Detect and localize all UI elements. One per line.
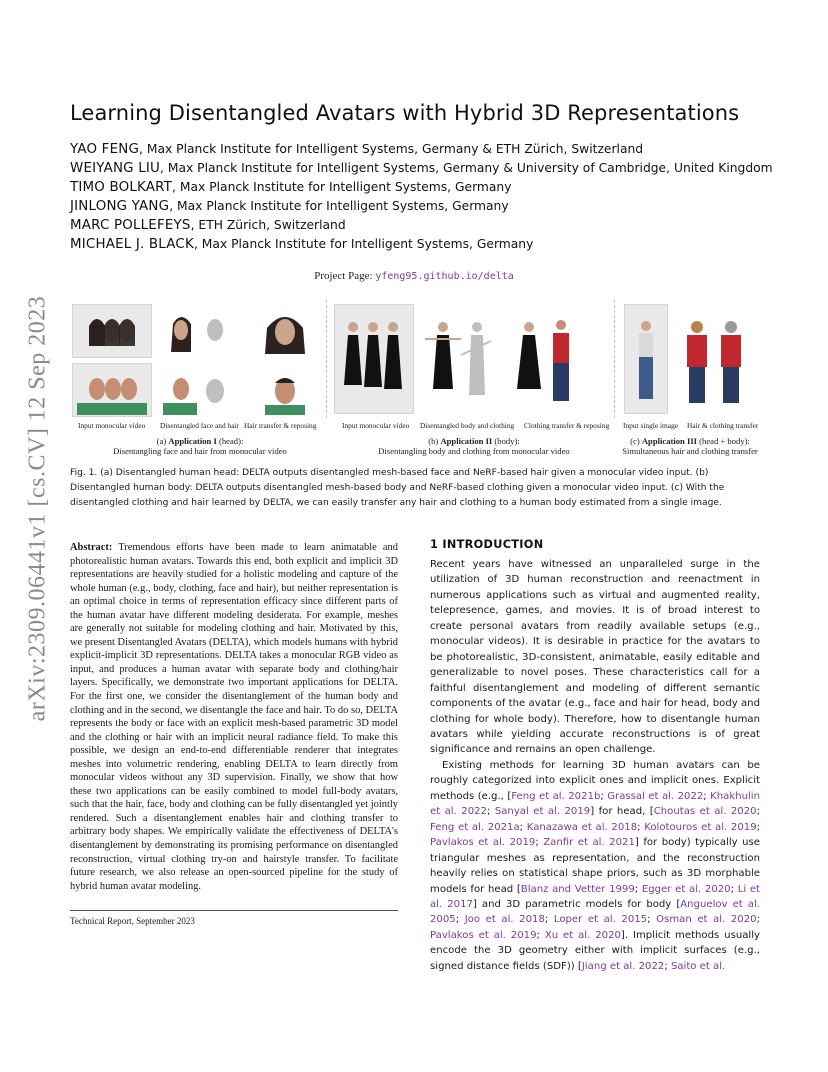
author-list — [70, 140, 790, 254]
citation-link[interactable]: Loper et al. 2015 — [553, 914, 648, 926]
introduction-body — [430, 557, 760, 974]
figure-image — [420, 304, 500, 414]
figure-b-row — [334, 304, 586, 414]
author-affiliation: , Max Planck Institute for Intelligent Systems, Germany & University of Cambridge, United Kingdom — [160, 161, 773, 175]
figure-image — [334, 304, 414, 414]
author-affiliation: , Max Planck Institute for Intelligent Systems, Germany — [169, 199, 509, 213]
figure-image — [158, 363, 238, 417]
subcaption-c — [620, 436, 760, 456]
subcaption-b-line1: (b) Application II (body): — [428, 436, 520, 446]
author-name: YAO FENG — [70, 142, 140, 157]
author-line — [70, 178, 790, 197]
figure-image — [506, 304, 586, 414]
figure-image — [244, 304, 324, 358]
citation-link[interactable]: Osman et al. 2020 — [656, 914, 757, 926]
citation-link[interactable]: Joo et al. 2018 — [464, 914, 545, 926]
subcaption-c-line1: (c) Application III (head + body): — [630, 436, 750, 446]
citation-link[interactable]: Anguelov et al. 2005 — [430, 898, 760, 926]
project-page-label: Project Page: — [314, 270, 376, 282]
section-heading-introduction: 1 INTRODUCTION — [430, 538, 544, 551]
figure-label: Clothing transfer & reposing — [524, 421, 610, 430]
arxiv-id: arXiv:2309.06441v1 [cs.CV] 12 Sep 2023 — [24, 295, 51, 721]
subcaption-a — [90, 436, 310, 456]
figure-image — [674, 304, 754, 414]
citation-link[interactable]: Sanyal et al. 2019 — [494, 806, 591, 818]
teaser-figure — [70, 300, 760, 460]
author-line — [70, 140, 790, 159]
citation-link[interactable]: Choutas et al. 2020 — [653, 806, 757, 818]
subcaption-b-line2: Disentangling body and clothing from monocular video — [378, 446, 570, 456]
author-name: MARC POLLEFEYS — [70, 218, 191, 233]
citation-link[interactable]: Pavlakos et al. 2019 — [430, 929, 537, 941]
citation-link[interactable]: Kolotouros et al. 2019 — [644, 821, 757, 833]
citation-link[interactable]: Khakhulin et al. 2022 — [430, 790, 761, 818]
figure-label: Disentangled face and hair — [160, 421, 240, 430]
citation-link[interactable]: Feng et al. 2021b — [511, 790, 601, 802]
citation-link[interactable]: Li et al. 2017 — [430, 883, 760, 910]
author-line — [70, 159, 790, 178]
figure-label: Input monocular video — [78, 421, 146, 430]
left-column — [70, 541, 398, 893]
paper-title: Learning Disentangled Avatars with Hybrid 3D Representations — [70, 101, 740, 125]
abstract-text: Tremendous efforts have been made to learn animatable and photorealistic human avatars. Towards this end, both explicit and implicit 3D representations are heavily studied for a holistic modeling and capture of the whole human (e.g., body, clothing, face and hair), but neither representation is an optimal choice in terms of representation efficacy since different parts of the human avatar have different modeling desiderata. For example, meshes are generally not suitable for modeling clothing and hair. Motivated by this, we present Disentangled Avatars (DELTA), which models humans with hybrid explicit-implicit 3D representations. DELTA takes a monocular RGB video as input, and produces a human avatar with separate body and clothing/hair layers. Specifically, we demonstrate two important applications for DELTA. For the first one, we consider the disentanglement of the human body and clothing and in the second, we disentangle the face and hair. To do so, DELTA represents the body or face with an explicit mesh-based parametric 3D model and the clothing or hair with an implicit neural radiance field. To make this possible, we design an end-to-end differentiable renderer that integrates meshes into volumetric rendering, enabling DELTA to learn directly from monocular videos without any 3D supervision. Finally, we show that how these two applications can be easily combined to model full-body avatars, such that the hair, face, body and clothing can be fully disentangled yet jointly rendered. Such a disentanglement enables hair and clothing transfer to arbitrary body shapes. We empirically validate the effectiveness of DELTA's disentanglement by demonstrating its promising performance on disentangled reconstruction, virtual clothing try-on and hairstyle transfer. To facilitate future research, we also release an open-sourced pipeline for the study of hybrid human avatar modeling. — [70, 542, 398, 892]
figure-label: Input monocular video — [342, 421, 410, 430]
figure-label: Hair transfer & reposing — [244, 421, 317, 430]
figure-label: Input single image — [623, 421, 679, 430]
author-affiliation: , ETH Zürich, Switzerland — [190, 218, 346, 232]
subcaption-b — [354, 436, 594, 456]
author-name: TIMO BOLKART — [70, 180, 173, 195]
figure-a-row-bottom — [72, 363, 324, 417]
author-affiliation: , Max Planck Institute for Intelligent Systems, Germany & ETH Zürich, Switzerland — [139, 142, 644, 156]
citation-link[interactable]: Grassal et al. 2022 — [607, 790, 704, 802]
footnote: Technical Report, September 2023 — [70, 916, 195, 926]
figure-a-row-top — [72, 304, 324, 358]
figure-label: Hair & clothing transfer — [687, 421, 759, 430]
citation-link[interactable]: Blanz and Vetter 1999 — [520, 883, 635, 895]
abstract — [70, 541, 398, 893]
author-affiliation: , Max Planck Institute for Intelligent Systems, Germany — [193, 237, 534, 251]
right-column — [430, 538, 760, 974]
figure-c-row — [624, 304, 754, 414]
figure-image — [72, 304, 152, 358]
figure-label: Disentangled body and clothing — [420, 421, 515, 430]
citation-link[interactable]: Feng et al. 2021a — [430, 821, 520, 833]
project-page-link[interactable]: yfeng95.github.io/delta — [375, 271, 514, 282]
intro-paragraph-1: Recent years have witnessed an unparalleled surge in the utilization of 3D human reconstruction and reenactment in numerous applications such as virtual and augmented reality, telepresence, games, and movies. It is of broad interest to create personal avatars from readily available setups (e.g., monocular videos). It is desirable in practice for the avatars to be photorealistic, 3D-consistent, animatable, easily editable and generalizable to novel poses. These characteristics call for a faithful disentanglement and modeling of different semantic components of the avatar (e.g., face and hair for head, body and clothing for whole body). Therefore, how to disentangle human avatars while yielding accurate reconstructions is of great significance and remains an open challenge. — [430, 559, 760, 756]
figure-image — [158, 304, 238, 358]
subcaption-a-line1: (a) Application I (head): — [156, 436, 244, 446]
intro-paragraph-2: Existing methods for learning 3D human avatars can be roughly categorized into explicit ones and implicit ones. Explicit methods (e.g., [Feng et al. 2021b; Grassal et al. 2022; Khakhulin et al. 2022; Sanyal et al. 2019] for head, [Choutas et al. 2020; Feng et al. 2021a; Kanazawa et al. 2018; Kolotouros et al. 2019; Pavlakos et al. 2019; Zanfir et al. 2021] for body) typically use triangular meshes as representation, and the reconstruction heavily relies on statistical shape priors, such as 3D morphable models for head [Blanz and Vetter 1999; Egger et al. 2020; Li et al. 2017] and 3D parametric models for body [Anguelov et al. 2005; Joo et al. 2018; Loper et al. 2015; Osman et al. 2020; Pavlakos et al. 2019; Xu et al. 2020]. Implicit methods usually encode the 3D geometry either with implicit surfaces (e.g., signed distance fields (SDF)) [Jiang et al. 2022; Saito et al. — [430, 759, 761, 972]
citation-link[interactable]: Pavlakos et al. 2019 — [430, 837, 536, 849]
figure-image — [244, 363, 324, 417]
author-name: WEIYANG LIU — [70, 161, 161, 176]
figure-caption: Fig. 1. (a) Disentangled human head: DELTA outputs disentangled mesh-based face and NeRF-based hair given a monocular video input. (b) Disentangled human body: DELTA outputs disentangled mesh-based body and NeRF-based clothing given a monocular video input. (c) With the disentangled clothing and hair learned by DELTA, we can easily transfer any hair and clothing to a human body estimated from a single image. — [70, 468, 725, 508]
citation-link[interactable]: Xu et al. 2020 — [544, 929, 621, 941]
figure-divider — [614, 300, 615, 418]
citation-link[interactable]: Kanazawa et al. 2018 — [526, 821, 638, 833]
footnote-rule — [70, 910, 398, 911]
author-line — [70, 216, 790, 235]
author-line — [70, 235, 790, 254]
subcaption-c-line2: Simultaneous hair and clothing transfer — [622, 446, 758, 456]
author-affiliation: , Max Planck Institute for Intelligent Systems, Germany — [172, 180, 512, 194]
author-name: MICHAEL J. BLACK — [70, 237, 194, 252]
figure-divider — [326, 300, 327, 418]
citation-link[interactable]: Egger et al. 2020 — [641, 883, 731, 895]
abstract-label: Abstract: — [70, 542, 113, 553]
project-page-line — [0, 270, 828, 282]
citation-link[interactable]: Zanfir et al. 2021 — [543, 837, 635, 849]
author-line — [70, 197, 790, 216]
figure-image — [72, 363, 152, 417]
figure-image — [624, 304, 668, 414]
citation-link[interactable]: Saito et al. — [670, 960, 726, 972]
citation-link[interactable]: Jiang et al. 2022 — [581, 960, 665, 972]
subcaption-a-line2: Disentangling face and hair from monocular video — [113, 446, 287, 456]
arxiv-sidebar-stamp — [24, 288, 52, 728]
author-name: JINLONG YANG — [70, 199, 170, 214]
